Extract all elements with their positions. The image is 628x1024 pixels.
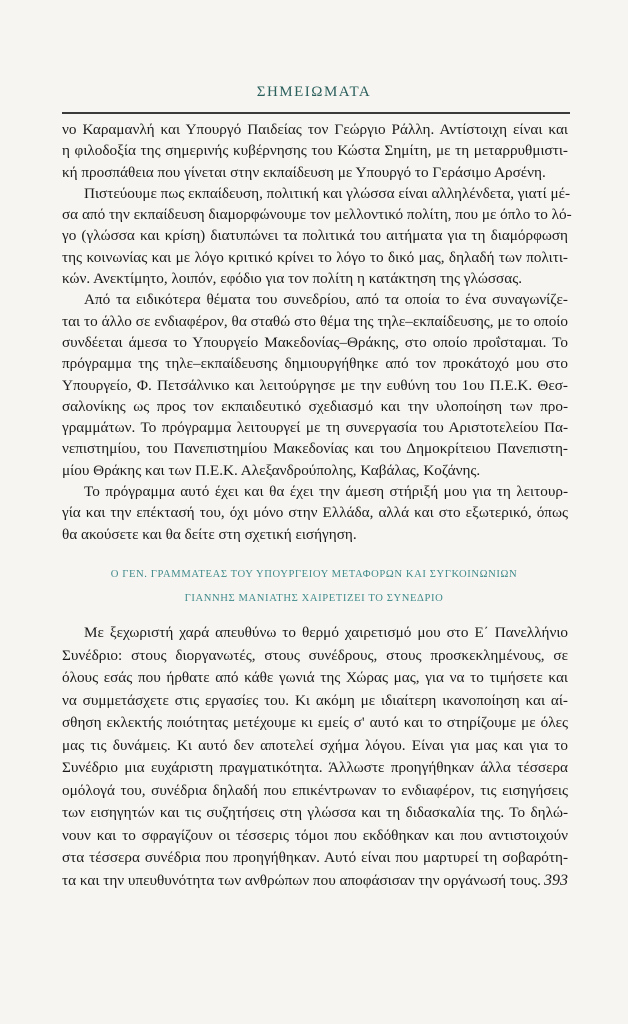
text-line: γο (γλώσσα και κρίση) διατυπώνει τα πολιτικά του αιτήματα για τη διαμόρφωση — [62, 227, 568, 245]
text-line: νουν και το σφραγίζουν οι τέσσερις τόμοι που εκδόθηκαν και που αντιστοιχούν — [62, 826, 568, 844]
running-head: ΣΗΜΕΙΩΜΑΤΑ — [256, 84, 372, 100]
text-line: σθηση εκλεκτής ποιότητας μετέχουμε κι εμείς σ' αυτό και το στηρίζουμε με όλες — [62, 714, 568, 731]
text-line: Συνέδριο μια ευχάριστη πραγματικότητα. Άλλωστε προηγήθηκαν άλλα τέσσερα — [62, 759, 568, 776]
section-heading-line-1: Ο ΓΕΝ. ΓΡΑΜΜΑΤΕΑΣ ΤΟΥ ΥΠΟΥΡΓΕΙΟΥ ΜΕΤΑΦΟΡΩΝ ΚΑΙ ΣΥΓΚΟΙΝΩΝΙΩΝ — [110, 569, 518, 580]
paragraph — [62, 183, 572, 289]
section-1-body — [62, 119, 572, 545]
paragraph — [62, 289, 568, 481]
header-rule — [62, 112, 570, 114]
text-line: γία και την επέκτασή του, όχι μόνο στην Ελλάδα, αλλά και στο εξωτερικό, όπως — [62, 504, 568, 522]
text-line: ομόλογά του, συνέδρια δηλαδή που επικέντρωναν το ενδιαφέρον, τις εισηγήσεις — [62, 781, 568, 799]
text-line: νο Καραμανλή και Υπουργό Παιδείας τον Γεώργιο Ράλλη. Αντίστοιχη είναι και — [62, 121, 568, 138]
text-line: Από τα ειδικότερα θέματα του συνεδρίου, από τα οποία το ένα συναγωνίζε- — [84, 291, 568, 309]
page-number: 393 — [544, 872, 568, 889]
text-line: Το πρόγραμμα αυτό έχει και θα έχει την άμεση στήριξή μου για τη λειτουρ- — [84, 483, 568, 501]
text-line: ται το άλλο σε ενδιαφέρον, θα σταθώ στο θέμα της τηλε–εκπαίδευσης, με το οποίο — [62, 312, 568, 330]
text-line: Συνέδριο: στους διοργανωτές, στους συνέδρους, στους προσκεκλημένους, σε — [62, 646, 568, 664]
text-line: συνδέεται άμεσα το Υπουργείο Μακεδονίας–Θράκης, στο οποίο προΐσταμαι. Το — [62, 333, 568, 351]
text-line: μας τις δυνάμεις. Κι αυτό δεν αποτελεί σχήμα λόγου. Είναι για μας και για το — [62, 736, 568, 754]
text-line: σα από την εκπαίδευση διαμορφώνουμε τον μελλοντικό πολίτη, που με όπλο το λό- — [62, 206, 572, 224]
text-line: Με ξεχωριστή χαρά απευθύνω το θερμό χαιρετισμό μου στο Ε΄ Πανελλήνιο — [84, 624, 568, 641]
text-line: πρόγραμμα της τηλε–εκπαίδευσης δημιουργήθηκε από τον προκάτοχό μου στο — [62, 355, 568, 373]
paragraph — [62, 622, 568, 892]
text-line: νεπιστημίου, του Πανεπιστημίου Μακεδονίας και του Δημοκρίτειου Πανεπιστη- — [62, 440, 568, 458]
text-line: γραμμάτων. Το πρόγραμμα λειτουργεί με τη συνεργασία του Αριστοτελείου Πα- — [62, 419, 568, 437]
text-line: των εισηγητών και τις συζητήσεις στη γλώσσα και τη διδασκαλία της. Το δηλώ- — [62, 804, 568, 821]
section-heading-line-2: ΓΙΑΝΝΗΣ ΜΑΝΙΑΤΗΣ ΧΑΙΡΕΤΙΖΕΙ ΤΟ ΣΥΝΕΔΡΙΟ — [184, 593, 444, 604]
paragraph — [62, 481, 568, 545]
text-line: Πιστεύουμε πως εκπαίδευση, πολιτική και γλώσσα είναι αλληλένδετα, γιατί μέ- — [84, 184, 571, 202]
text-line: μίου Θράκης και των Π.Ε.Κ. Αλεξανδρούπολης, Καβάλας, Κοζάνης. — [62, 461, 481, 479]
text-line: να συμμετάσχετε στις εργασίες του. Κι ακόμη με ιδιαίτερη ικανοποίηση και αί- — [62, 691, 568, 709]
text-line: κή προσπάθεια που γίνεται στην εκπαίδευση με Υπουργό το Γεράσιμο Αρσένη. — [62, 163, 546, 181]
text-line: τα και την υπευθυνότητα των ανθρώπων που αποφάσισαν την οργάνωσή τους. — [62, 871, 541, 889]
section-2-body — [62, 622, 568, 892]
text-line: Υπουργείο, Φ. Πετσάλνικο και λειτούργησε με την ευθύνη του 1ου Π.Ε.Κ. Θεσ- — [62, 376, 568, 394]
paragraph — [62, 119, 568, 183]
text-line: της κοινωνίας και με λόγο κριτικό κρίνει το λόγο το δικό μας, δηλαδή των πολιτι- — [62, 248, 568, 266]
text-line: η φιλοδοξία της σημερινής κυβέρνησης του Κώστα Σημίτη, με τη μεταρρυθμιστι- — [62, 142, 568, 160]
text-line: στα τέσσερα συνέδρια που προηγήθηκαν. Αυτό είναι που μαρτυρεί τη σοβαρότη- — [62, 849, 568, 866]
text-line: σαλονίκης ως προς τον εκπαιδευτικό σχεδιασμό και την υλοποίηση των προ- — [62, 397, 568, 415]
text-line: θα ακούσετε και θα δείτε στη σχετική εισήγηση. — [62, 525, 357, 543]
text-line: όλους εσάς που ήρθατε από κάθε γωνιά της Χώρας μας, για να το τιμήσετε και — [62, 669, 568, 686]
text-line: κών. Ανεκτίμητο, λοιπόν, εφόδιο για τον πολίτη η κατάκτηση της γλώσσας. — [62, 270, 523, 288]
